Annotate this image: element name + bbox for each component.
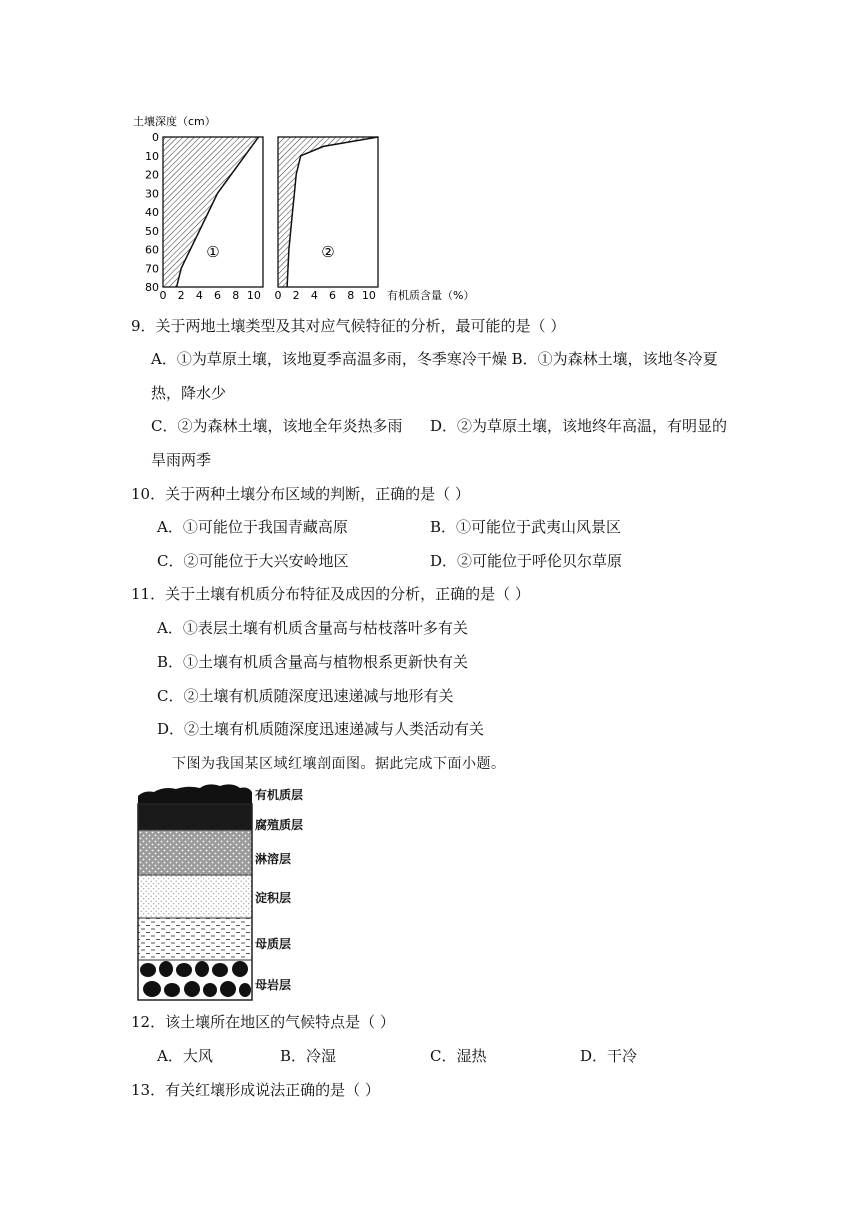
y-tick-0: 0 xyxy=(152,131,159,144)
x-axis-label: 有机质含量（%） xyxy=(387,289,475,302)
y-tick-50: 50 xyxy=(145,224,159,238)
question-11-option-d: D．②土壤有机质随深度迅速递减与人类活动有关 xyxy=(157,720,485,738)
x-tick-1-6: 6 xyxy=(214,289,222,302)
question-12-option-a: A．大风 xyxy=(157,1047,213,1065)
question-12-option-b: B．冷湿 xyxy=(280,1047,337,1065)
deposition-layer-shape xyxy=(138,875,252,918)
question-9-option-d-cont: 旱雨两季 xyxy=(151,451,212,469)
humus-layer-shape xyxy=(138,804,252,830)
x-tick-2-8: 8 xyxy=(347,289,355,302)
red-soil-intro: 下图为我国某区域红壤剖面图。据此完成下面小题。 xyxy=(172,756,506,772)
y-tick-70: 70 xyxy=(145,262,159,276)
question-9-option-ab: A．①为草原土壤，该地夏季高温多雨，冬季寒冷干燥 B．①为森林土壤，该地冬冷夏 xyxy=(151,350,718,368)
question-10-option-a: A．①可能位于我国青藏高原 xyxy=(157,518,348,536)
question-10-option-b: B．①可能位于武夷山风景区 xyxy=(430,518,622,536)
question-10-stem: 10．关于两种土壤分布区域的判断，正确的是（ ） xyxy=(131,485,470,503)
y-tick-30: 30 xyxy=(145,187,159,201)
layer-label-leaching: 淋溶层 xyxy=(255,852,292,866)
question-10-option-c: C．②可能位于大兴安岭地区 xyxy=(157,552,349,570)
question-10-option-d: D．②可能位于呼伦贝尔草原 xyxy=(430,552,623,570)
question-9-option-c: C．②为森林土壤，该地全年炎热多雨 xyxy=(151,417,403,435)
x-tick-1-8: 8 xyxy=(232,289,240,302)
x-tick-1-0: 0 xyxy=(159,289,167,302)
x-tick-1-10: 10 xyxy=(246,289,261,302)
organic-layer-shape xyxy=(138,784,252,804)
soil-profile-svg xyxy=(130,780,330,1005)
x-tick-2-6: 6 xyxy=(329,289,337,302)
y-tick-80: 80 xyxy=(145,281,159,294)
question-9-option-d: D．②为草原土壤，该地终年高温，有明显的 xyxy=(430,417,728,435)
x-tick-1-4: 4 xyxy=(195,289,203,302)
y-axis-label: 土壤深度（cm） xyxy=(133,115,216,128)
soil-organic-matter-chart xyxy=(125,110,505,302)
question-9-option-b-cont: 热，降水少 xyxy=(151,384,227,402)
x-tick-2-4: 4 xyxy=(310,289,318,302)
panel-label-2: ② xyxy=(321,243,335,261)
y-tick-10: 10 xyxy=(145,149,159,163)
y-tick-20: 20 xyxy=(145,168,159,182)
red-soil-profile-diagram xyxy=(130,780,330,1005)
organic-curve-2 xyxy=(287,137,378,287)
layer-label-parent-material: 母质层 xyxy=(255,937,292,951)
leaching-layer-shape xyxy=(138,830,252,875)
question-11-stem: 11．关于土壤有机质分布特征及成因的分析，正确的是（ ） xyxy=(131,585,530,603)
question-11-option-c: C．②土壤有机质随深度迅速递减与地形有关 xyxy=(157,687,454,705)
panel-label-1: ① xyxy=(206,243,220,261)
parent-material-layer-shape xyxy=(138,918,252,960)
question-12-option-c: C．湿热 xyxy=(430,1047,487,1065)
layer-label-humus: 腐殖质层 xyxy=(255,818,304,832)
question-13-stem: 13．有关红壤形成说法正确的是（ ） xyxy=(131,1081,380,1099)
y-tick-40: 40 xyxy=(145,206,159,219)
x-tick-2-0: 0 xyxy=(274,289,282,302)
question-9-stem: 9．关于两地土壤类型及其对应气候特征的分析，最可能的是（ ） xyxy=(131,317,566,335)
layer-label-deposition: 淀积层 xyxy=(255,891,292,905)
layer-label-bedrock: 母岩层 xyxy=(255,978,292,992)
question-11-option-b: B．①土壤有机质含量高与植物根系更新快有关 xyxy=(157,653,469,671)
y-tick-60: 60 xyxy=(145,243,159,257)
x-tick-2-2: 2 xyxy=(292,289,300,302)
question-12-option-d: D．干冷 xyxy=(580,1047,638,1065)
x-tick-2-10: 10 xyxy=(361,289,376,302)
x-tick-1-2: 2 xyxy=(177,289,185,302)
question-11-option-a: A．①表层土壤有机质含量高与枯枝落叶多有关 xyxy=(157,619,468,637)
layer-label-organic: 有机质层 xyxy=(255,788,304,802)
hatched-area-1 xyxy=(163,137,259,287)
question-12-stem: 12．该土壤所在地区的气候特点是（ ） xyxy=(131,1013,395,1031)
